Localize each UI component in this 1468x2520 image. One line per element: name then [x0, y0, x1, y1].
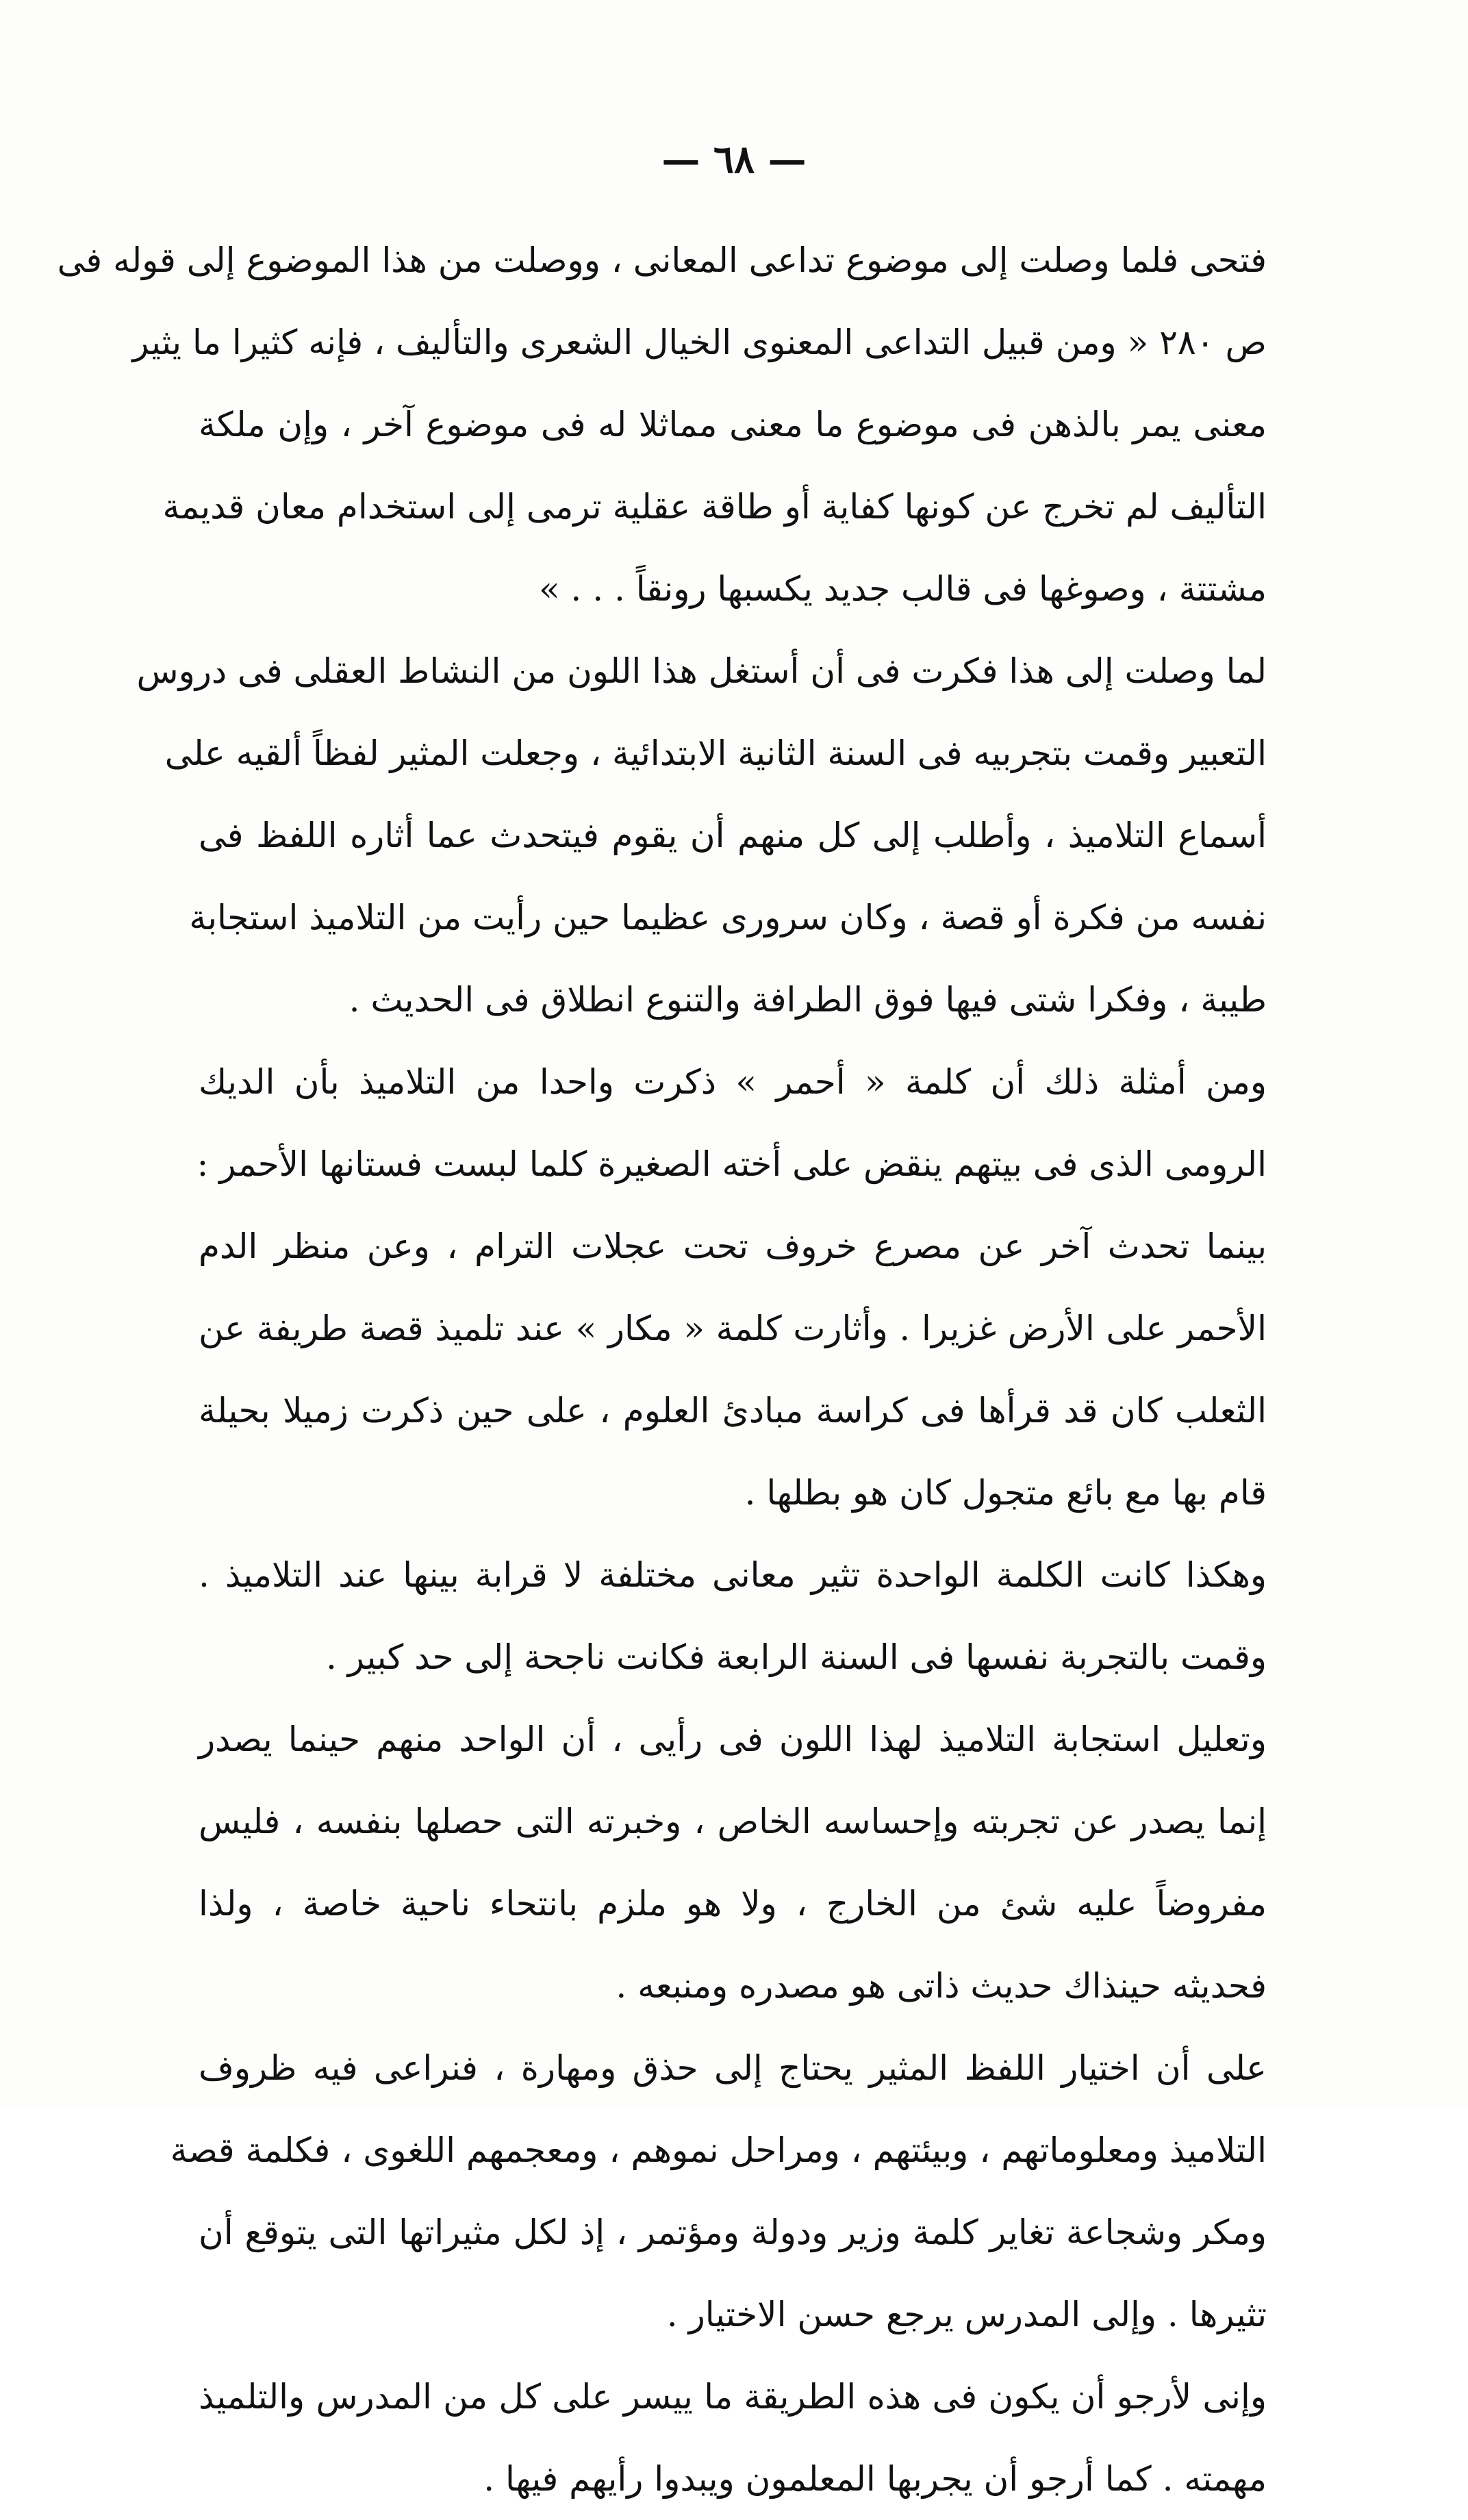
text-line: الرومى الذى فى بيتهم ينقض على أخته الصغيرة كلما لبست فستانها الأحمر : — [197, 1144, 1267, 1184]
text-line: التعبير وقمت بتجربيه فى السنة الثانية الابتدائية ، وجعلت المثير لفظاً ألقيه على — [164, 733, 1267, 773]
text-line: ص ٢٨٠ « ومن قبيل التداعى المعنوى الخيال الشعرى والتأليف ، فإنه كثيرا ما يثير — [132, 323, 1267, 362]
text-line: وقمت بالتجربة نفسها فى السنة الرابعة فكانت ناجحة إلى حد كبير . — [326, 1637, 1267, 1677]
text-line: ومكر وشجاعة تغاير كلمة وزير ودولة ومؤتمر ، إذ لكل مثيراتها التى يتوقع أن — [199, 2213, 1267, 2252]
paragraph — [199, 1698, 1267, 2027]
text-line: مفروضاً عليه شئ من الخارج ، ولا هو ملزم بانتحاء ناحية خاصة ، ولذا — [199, 1884, 1267, 1924]
page-number: — ٦٨ — — [661, 137, 807, 182]
text-line: على أن اختيار اللفظ المثير يحتاج إلى حذق ومهارة ، فنراعى فيه ظروف — [199, 2048, 1267, 2088]
text-line: فحديثه حينذاك حديث ذاتى هو مصدره ومنبعه . — [616, 1966, 1267, 2006]
text-line: مشتتة ، وصوغها فى قالب جديد يكسبها رونقاً . . . » — [538, 569, 1267, 609]
paragraph — [199, 2356, 1267, 2520]
text-line: نفسه من فكرة أو قصة ، وكان سرورى عظيما حين رأيت من التلاميذ استجابة — [189, 898, 1267, 937]
paragraph — [199, 1534, 1267, 1698]
text-line: مهمته . كما أرجو أن يجربها المعلمون ويبدوا رأيهم فيها . — [483, 2459, 1267, 2499]
text-line: التلاميذ ومعلوماتهم ، وبيئتهم ، ومراحل نموهم ، ومعجمهم اللغوى ، فكلمة قصة — [170, 2130, 1267, 2170]
text-line: التأليف لم تخرج عن كونها كفاية أو طاقة عقلية ترمى إلى استخدام معان قديمة — [162, 487, 1267, 527]
text-line: ومن أمثلة ذلك أن كلمة « أحمر » ذكرت واحدا من التلاميذ بأن الديك — [199, 1062, 1267, 1102]
text-line: فتحى فلما وصلت إلى موضوع تداعى المعانى ، ووصلت من هذا الموضوع إلى قوله فى — [57, 240, 1267, 280]
paragraph — [136, 630, 1267, 1041]
text-line: قام بها مع بائع متجول كان هو بطلها . — [744, 1473, 1267, 1513]
text-line: الأحمر على الأرض غزيرا . وأثارت كلمة « مكار » عند تلميذ قصة طريفة عن — [199, 1309, 1267, 1348]
text-line: تثيرها . وإلى المدرس يرجع حسن الاختيار . — [666, 2295, 1267, 2334]
paragraph — [57, 219, 1267, 630]
text-line: لما وصلت إلى هذا فكرت فى أن أستغل هذا اللون من النشاط العقلى فى دروس — [136, 651, 1267, 691]
text-line: بينما تحدث آخر عن مصرع خروف تحت عجلات الترام ، وعن منظر الدم — [199, 1226, 1267, 1266]
text-line: وتعليل استجابة التلاميذ لهذا اللون فى رأيى ، أن الواحد منهم حينما يصدر — [199, 1719, 1267, 1759]
text-line: طيبة ، وفكرا شتى فيها فوق الطرافة والتنوع انطلاق فى الحديث . — [349, 980, 1267, 1020]
paragraph — [170, 2027, 1267, 2356]
paragraph — [199, 1041, 1267, 1534]
text-line: معنى يمر بالذهن فى موضوع ما معنى مماثلا له فى موضوع آخر ، وإن ملكة — [199, 405, 1267, 444]
text-line: الثعلب كان قد قرأها فى كراسة مبادئ العلوم ، على حين ذكرت زميلا بحيلة — [199, 1391, 1267, 1431]
page-body — [57, 219, 1267, 2520]
text-line: وهكذا كانت الكلمة الواحدة تثير معانى مختلفة لا قرابة بينها عند التلاميذ . — [199, 1555, 1267, 1595]
text-line: أسماع التلاميذ ، وأطلب إلى كل منهم أن يقوم فيتحدث عما أثاره اللفظ فى — [199, 816, 1267, 855]
text-line: وإنى لأرجو أن يكون فى هذه الطريقة ما ييسر على كل من المدرس والتلميذ — [199, 2377, 1267, 2417]
text-line: إنما يصدر عن تجربته وإحساسه الخاص ، وخبرته التى حصلها بنفسه ، فليس — [199, 1802, 1267, 1841]
